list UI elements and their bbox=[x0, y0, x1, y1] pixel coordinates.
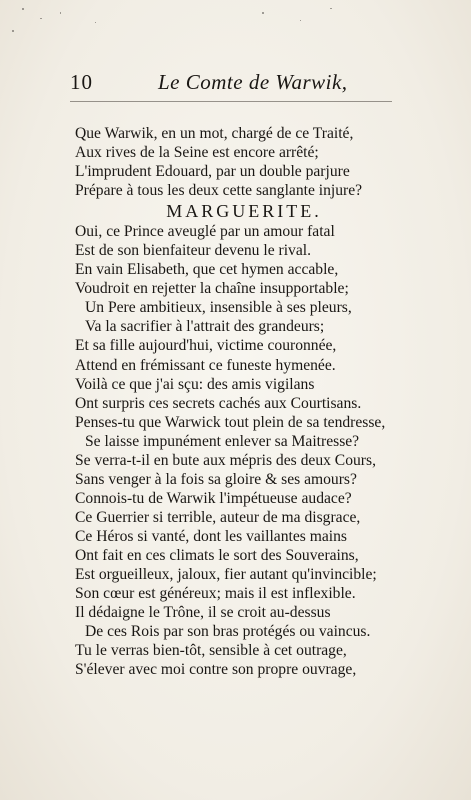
verse-line: Et sa fille aujourd'hui, victime couronnée, bbox=[75, 337, 337, 355]
verse-line: Il dédaigne le Trône, il se croit au-dessus bbox=[75, 604, 331, 622]
verse-line: Se laisse impunément enlever sa Maitresse? bbox=[85, 432, 360, 450]
verse-line: Ce Guerrier si terrible, auteur de ma disgrace, bbox=[75, 508, 361, 526]
verse-line: Ont fait en ces climats le sort des Souverains, bbox=[75, 546, 359, 564]
paper-speckle bbox=[262, 12, 264, 14]
verse-line: Ce Héros si vanté, dont les vaillantes mains bbox=[75, 527, 347, 545]
verse-line: En vain Elisabeth, que cet hymen accable, bbox=[75, 261, 339, 279]
verse-line: Va la sacrifier à l'attrait des grandeurs; bbox=[85, 318, 325, 336]
verse-line: Un Pere ambitieux, insensible à ses pleurs, bbox=[85, 299, 352, 317]
verse-line: Voudroit en rejetter la chaîne insupportable; bbox=[75, 280, 349, 298]
verse-line: Tu le verras bien-tôt, sensible à cet outrage, bbox=[75, 642, 347, 660]
paper-speckle bbox=[22, 8, 24, 10]
verse-block bbox=[75, 124, 405, 679]
verse-line: Voilà ce que j'ai sçu: des amis vigilans bbox=[75, 375, 315, 393]
page-number: 10 bbox=[70, 70, 93, 94]
verse-line: Ont surpris ces secrets cachés aux Courtisans. bbox=[75, 394, 362, 412]
paper-speckle bbox=[95, 22, 96, 23]
verse-line: Est de son bienfaiteur devenu le rival. bbox=[75, 242, 311, 260]
verse-line: L'imprudent Edouard, par un double parjure bbox=[75, 163, 350, 181]
verse-line: Est orgueilleux, jaloux, fier autant qu'invincible; bbox=[75, 566, 377, 584]
verse-line: Attend en frémissant ce funeste hymenée. bbox=[75, 356, 336, 374]
verse-line: Penses-tu que Warwick tout plein de sa tendresse, bbox=[75, 413, 386, 431]
header-rule bbox=[70, 101, 392, 102]
verse-line: Aux rives de la Seine est encore arrêté; bbox=[75, 144, 319, 162]
paper-speckle bbox=[12, 30, 14, 32]
verse-line: Prépare à tous les deux cette sanglante injure? bbox=[75, 182, 363, 200]
verse-line: Connois-tu de Warwik l'impétueuse audace? bbox=[75, 489, 352, 507]
verse-line: Sans venger à la fois sa gloire & ses amours? bbox=[75, 470, 357, 488]
verse-line: Se verra-t-il en bute aux mépris des deux Cours, bbox=[75, 451, 376, 469]
verse-line: S'élever avec moi contre son propre ouvrage, bbox=[75, 661, 357, 679]
running-head: Le Comte de Warwik, bbox=[158, 70, 348, 94]
paper-speckle bbox=[300, 20, 301, 21]
speaker-name: MARGUERITE. bbox=[166, 201, 322, 222]
verse-line: Oui, ce Prince aveuglé par un amour fatal bbox=[75, 223, 335, 241]
paper-speckle bbox=[40, 18, 42, 19]
verse-line: Son cœur est généreux; mais il est inflexible. bbox=[75, 585, 356, 603]
paper-speckle bbox=[330, 8, 332, 9]
verse-line: De ces Rois par son bras protégés ou vaincus. bbox=[85, 623, 371, 641]
paper-speckle bbox=[60, 12, 61, 14]
verse-line: Que Warwik, en un mot, chargé de ce Traité, bbox=[75, 125, 354, 142]
page-header bbox=[70, 70, 390, 96]
